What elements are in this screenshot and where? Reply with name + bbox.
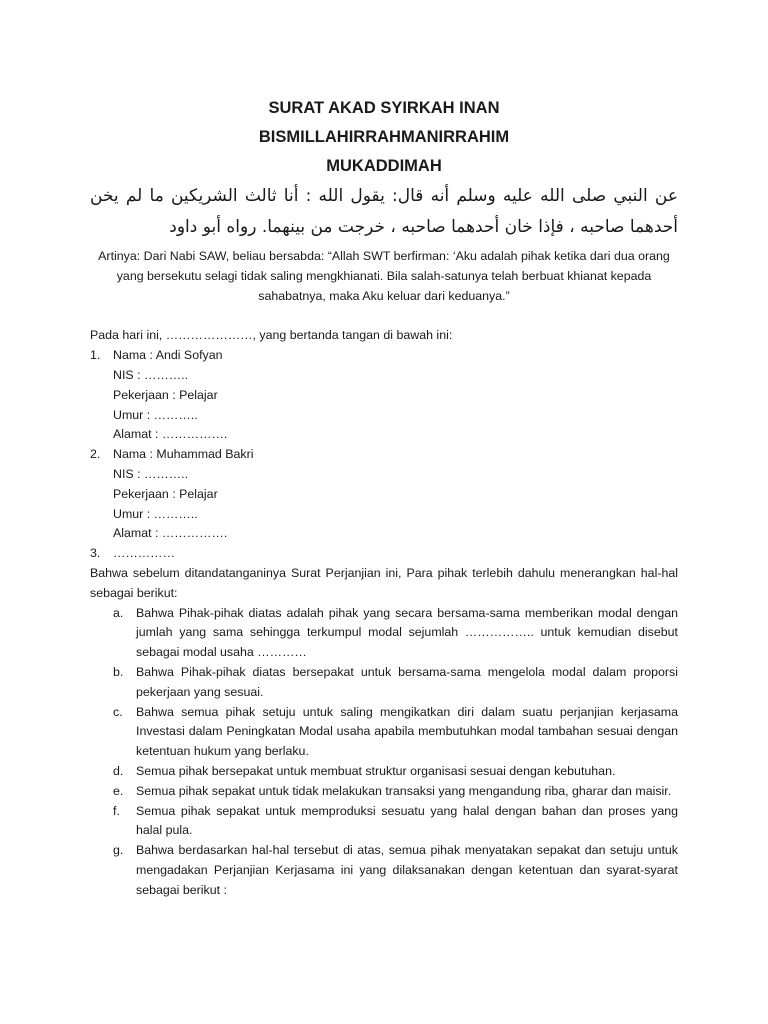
recital-text: Semua pihak sepakat untuk tidak melakukan transaksi yang mengandung riba, gharar dan maisir. — [136, 783, 672, 798]
document-header — [90, 94, 678, 181]
basmala-heading: BISMILLAHIRRAHMANIRRAHIM — [258, 128, 510, 146]
party-job: Pekerjaan : Pelajar — [113, 387, 218, 402]
party-name: Nama : Muhammad Bakri — [113, 447, 254, 462]
recital-list — [90, 604, 678, 901]
party-nis: NIS : ……….. — [113, 466, 189, 481]
recital-letter: f. — [113, 803, 120, 818]
party-age: Umur : ……….. — [113, 407, 198, 422]
party-list — [90, 346, 678, 564]
recital-text: Semua pihak bersepakat untuk membuat struktur organisasi sesuai dengan kebutuhan. — [136, 763, 616, 778]
party-nis: NIS : ……….. — [113, 367, 189, 382]
recital-letter: a. — [113, 605, 124, 620]
party-number: 2. — [90, 447, 101, 462]
recital-letter: g. — [113, 843, 124, 858]
party-item — [90, 544, 678, 564]
document-title: SURAT AKAD SYIRKAH INAN — [268, 99, 500, 117]
recital-letter: b. — [113, 664, 124, 679]
party-address: Alamat : ……………. — [113, 427, 228, 442]
recital-item — [90, 841, 678, 900]
recital-item — [90, 604, 678, 663]
preamble-paragraph: Bahwa sebelum ditandatanganinya Surat Perjanjian ini, Para pihak terlebih dahulu menerangkan hal-hal sebagai berikut: — [90, 565, 678, 600]
recital-item — [90, 782, 678, 802]
recital-item — [90, 762, 678, 782]
recital-text: Bahwa Pihak-pihak diatas adalah pihak yang secara bersama-sama memberikan modal dengan jumlah yang sama sehingga terkumpul modal sejumlah …………….. untuk kemudian disebut sebagai modal usaha ………… — [136, 605, 678, 660]
recital-letter: e. — [113, 783, 124, 798]
party-number: 1. — [90, 348, 101, 363]
party-number: 3. — [90, 546, 101, 561]
mukaddimah-heading: MUKADDIMAH — [326, 157, 442, 175]
recital-letter: c. — [113, 704, 123, 719]
party-item — [90, 445, 678, 544]
party-address: Alamat : ……………. — [113, 526, 228, 541]
recital-item — [90, 802, 678, 842]
recital-item — [90, 663, 678, 703]
recital-text: Semua pihak sepakat untuk memproduksi sesuatu yang halal dengan bahan dan proses yang halal pula. — [136, 803, 678, 838]
hadith-translation: Artinya: Dari Nabi SAW, beliau bersabda: “Allah SWT berfirman: ‘Aku adalah pihak ketika dari dua orang yang bersekutu selagi tidak saling mengkhianati. Bila salah-satunya telah berbuat khianat kepada sahabatnya, maka Aku keluar dari keduanya.” — [98, 249, 670, 303]
recital-text: Bahwa berdasarkan hal-hal tersebut di atas, semua pihak menyatakan sepakat dan setuju untuk mengadakan Perjanjian Kerjasama ini yang dilaksanakan dengan ketentuan dan syarat-syarat sebagai berikut : — [136, 843, 678, 897]
recital-text: Bahwa semua pihak setuju untuk saling mengikatkan diri dalam suatu perjanjian kerjasama Investasi dalam Peningkatan Modal usaha apabila membutuhkan modal tambahan sesuai dengan ketentuan hukum yang berlaku. — [136, 704, 678, 759]
recital-text: Bahwa Pihak-pihak diatas bersepakat untuk bersama-sama mengelola modal dalam proporsi pekerjaan yang sesuai. — [136, 664, 678, 699]
party-job: Pekerjaan : Pelajar — [113, 486, 218, 501]
party-age: Umur : ……….. — [113, 506, 198, 521]
arabic-hadith: عن النبي صلى الله عليه وسلم أنه قال: يقول الله : أنا ثالث الشريكين ما لم يخن أحدهما صاحبه ، فإذا خان أحدهما صاحبه ، خرجت من بينهما. رواه أبو داود — [90, 186, 678, 237]
party-name: Nama : Andi Sofyan — [113, 348, 223, 363]
party-item — [90, 346, 678, 445]
intro-paragraph: Pada hari ini, …………………, yang bertanda tangan di bawah ini: — [90, 328, 453, 343]
party-placeholder: …………… — [113, 546, 175, 561]
recital-letter: d. — [113, 763, 124, 778]
recital-item — [90, 703, 678, 762]
